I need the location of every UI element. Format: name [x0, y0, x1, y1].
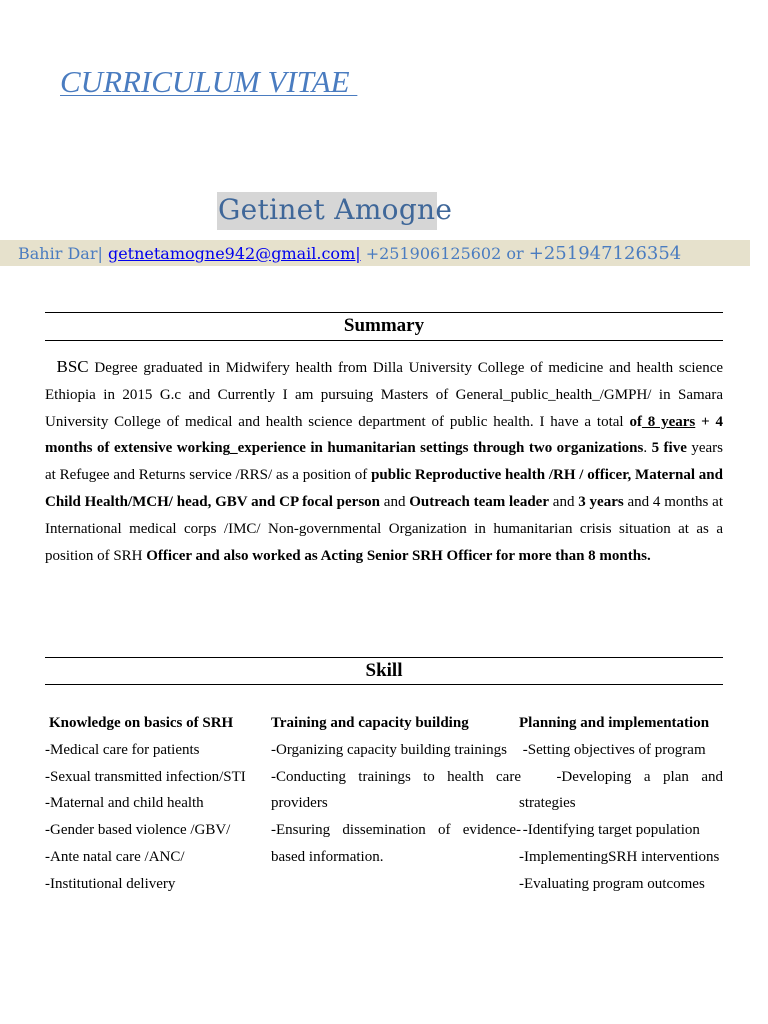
summary-bottom-rule [45, 340, 723, 341]
skill-heading: Skill [365, 660, 403, 681]
skill-item: -Gender based violence /GBV/ [45, 822, 231, 839]
skill-item: -Ensuring dissemination of evidence-based information. [271, 822, 521, 865]
summary-text: Degree graduated in Midwifery health from Dilla University College of medicine and health science Ethiopia in 2015 G.c and Currently I am pursuing Masters of General_public_health_/GMPH/ in Samara University College of medical and health science department of public health. I have a total [45, 360, 724, 430]
skill-item: -Developing a plan and strategies [519, 768, 727, 812]
skill-item: -ImplementingSRH interventions [519, 848, 720, 865]
summary-heading: Summary [343, 315, 425, 336]
city: Bahir Dar| [18, 244, 103, 263]
skill-item: -Ante natal care /ANC/ [45, 848, 185, 865]
skill-top-rule [45, 657, 723, 658]
summary-text-bold: 5 five [651, 440, 687, 457]
skill-item: -Maternal and child health [45, 795, 204, 812]
phone-primary: +251906125602 [365, 244, 502, 263]
skill-column-title: Knowledge on basics of SRH [49, 715, 234, 731]
skill-item: -Identifying target population [519, 822, 700, 839]
skill-item: -Medical care for patients [45, 741, 200, 758]
skill-column-training [271, 710, 521, 871]
skill-column-title: Planning and implementation [519, 715, 710, 731]
candidate-name: Getinet Amogne [218, 193, 453, 226]
phone-separator: or [506, 244, 524, 263]
summary-text: years at Refugee and Returns service /RRS/ as a position of [45, 440, 723, 484]
skill-item: -Conducting trainings to health care providers [271, 768, 521, 812]
phone-secondary: +251947126354 [528, 243, 682, 264]
summary-text: and 4 months at International medical corps /IMC/ Non-governmental Organization in humanitarian crisis situation at as a position of SRH [45, 493, 724, 564]
skill-item: -Institutional delivery [45, 875, 176, 892]
contact-line [18, 243, 681, 264]
skill-item: -Evaluating program outcomes [519, 875, 705, 892]
summary-top-rule [45, 312, 723, 313]
summary-text-bold: Officer and also worked as Acting Senior SRH Officer for more than 8 months. [146, 547, 651, 564]
summary-text-bold: of [629, 413, 642, 430]
summary-text: and [549, 493, 579, 510]
cv-title: CURRICULUM VITAE [60, 64, 358, 99]
summary-paragraph [45, 354, 723, 569]
skill-column-srh [45, 710, 260, 898]
skill-column-title: Training and capacity building [271, 715, 469, 731]
summary-text-bold: Outreach team leader [409, 493, 550, 510]
skill-item: -Organizing capacity building trainings [271, 741, 507, 758]
skill-column-planning [519, 710, 727, 898]
skill-item: -Sexual transmitted infection/STI [45, 768, 246, 785]
summary-text: and [380, 493, 410, 510]
skill-item: -Setting objectives of program [519, 741, 706, 758]
summary-text-bold: + 4 months of extensive working_experience in humanitarian settings through two organizations [45, 413, 723, 457]
summary-text: . [643, 440, 652, 457]
email-link[interactable]: getnetamogne942@gmail.com| [107, 244, 361, 263]
summary-text-bold: public Reproductive health /RH / officer, Maternal and Child Health/MCH/ head, GBV and CP focal person [45, 467, 723, 510]
skill-bottom-rule [45, 684, 723, 685]
summary-text-bold: 3 years [578, 493, 624, 510]
summary-years-total: 8 years [641, 413, 696, 430]
summary-degree: BSC [56, 357, 89, 376]
